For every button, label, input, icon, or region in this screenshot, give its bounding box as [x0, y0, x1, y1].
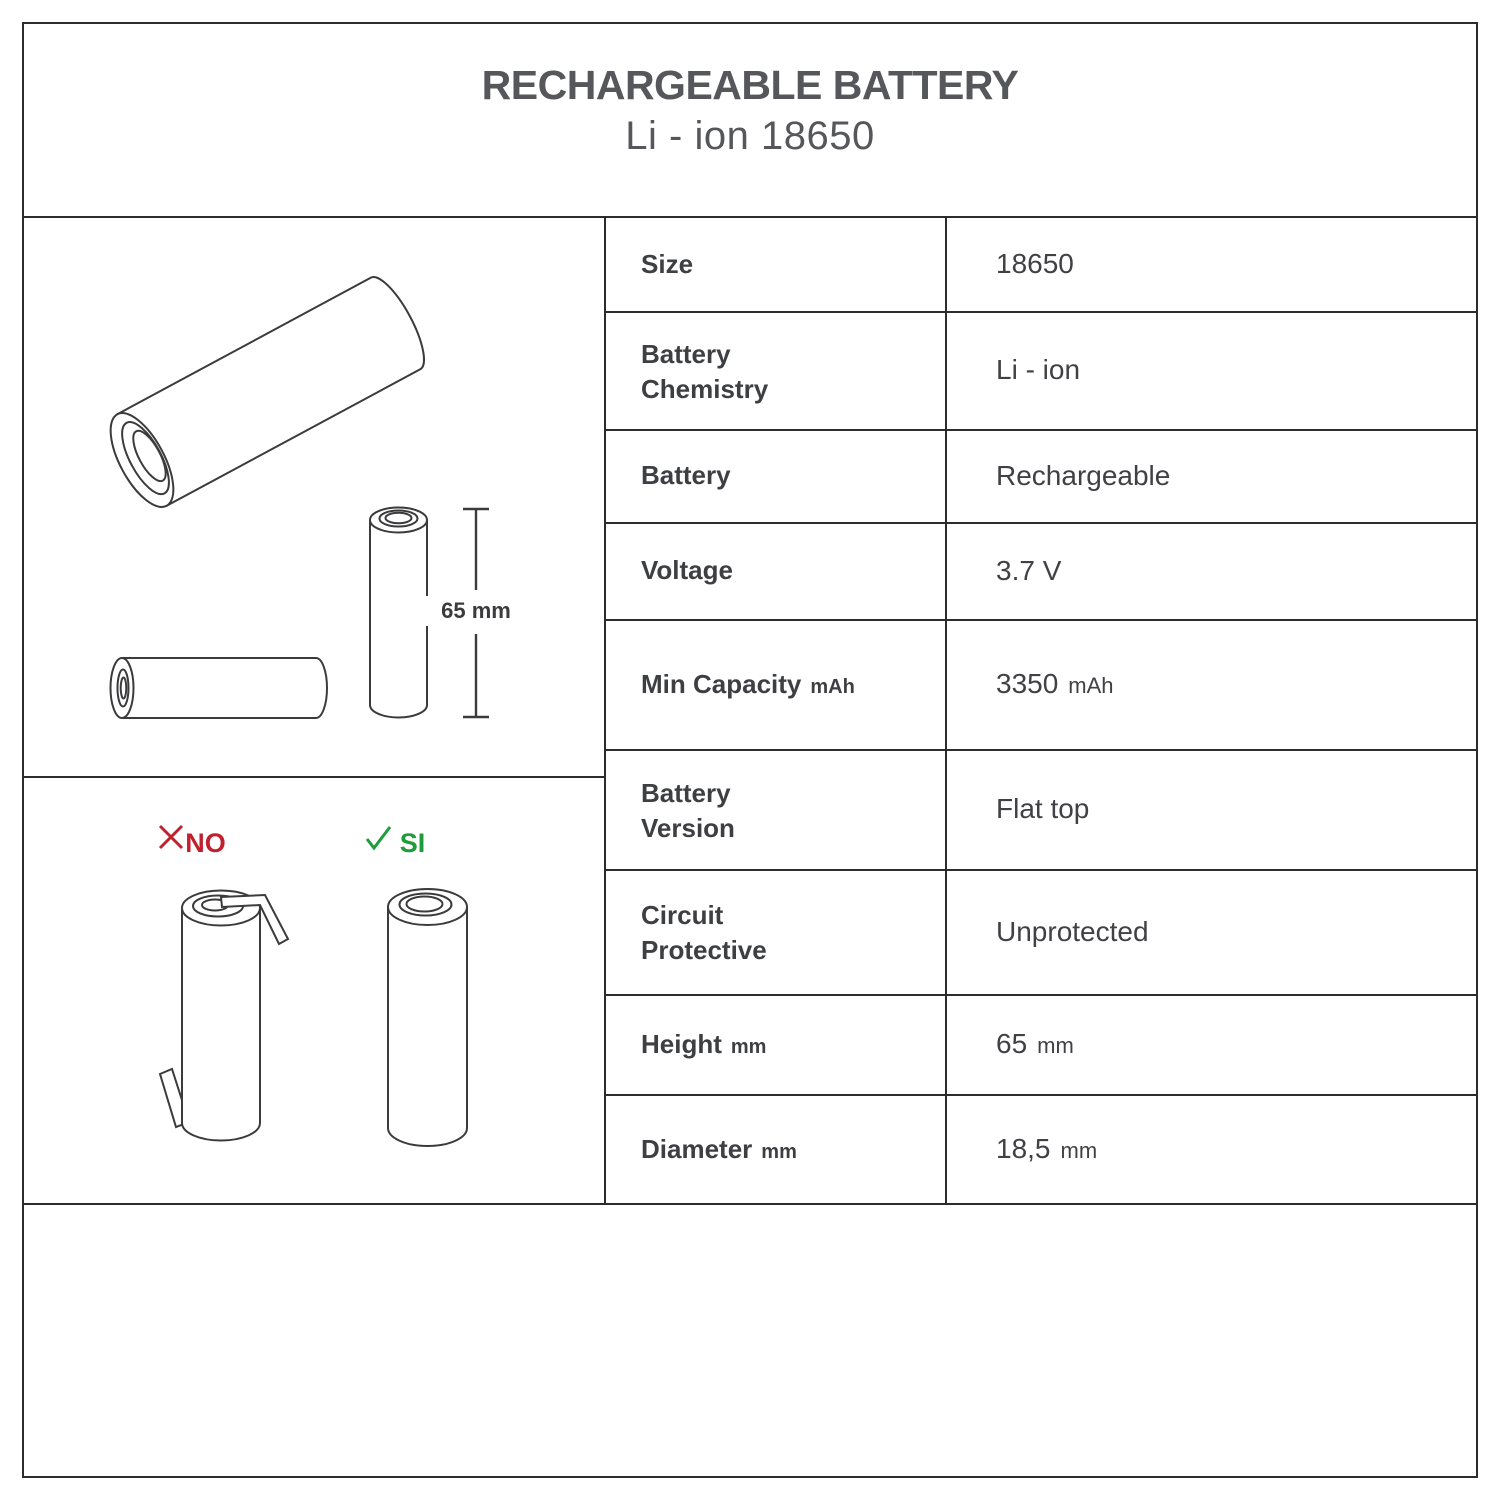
spec-value — [946, 750, 1478, 870]
table-row — [605, 218, 1478, 312]
value-text: Li - ion — [996, 354, 1081, 385]
spec-value — [946, 620, 1478, 750]
value-text: 18,5 — [996, 1133, 1051, 1164]
spec-value — [946, 312, 1478, 430]
label-text: Min Capacity — [641, 668, 802, 699]
label-text: Size — [641, 248, 694, 279]
battery-diagonal-illustration — [98, 270, 434, 516]
spec-label — [605, 1095, 946, 1205]
value-text: 18650 — [996, 248, 1074, 279]
table-row — [605, 1095, 1478, 1205]
table-row — [605, 523, 1478, 620]
value-unit: mm — [1060, 1138, 1098, 1163]
header — [22, 60, 1478, 162]
label-line2: Version — [641, 812, 735, 843]
table-row — [605, 430, 1478, 523]
label-line2: Protective — [641, 935, 767, 965]
value-text: Unprotected — [996, 915, 1149, 947]
label-text: Battery — [641, 460, 731, 490]
table-row — [605, 995, 1478, 1095]
comparison-panel — [22, 778, 605, 1203]
value-text: Flat top — [996, 793, 1090, 824]
illustration-panel — [22, 218, 605, 777]
value-text: Rechargeable — [996, 459, 1171, 491]
spec-label — [605, 870, 946, 995]
label-unit: mm — [730, 1035, 767, 1058]
spec-value — [946, 218, 1478, 312]
dimension-label: 65 mm — [416, 596, 536, 626]
label-text: Battery — [641, 338, 731, 369]
x-icon — [237, 828, 267, 858]
spec-value — [946, 995, 1478, 1095]
value-text: 3.7 V — [996, 554, 1062, 586]
check-icon — [436, 828, 466, 858]
page-title: RECHARGEABLE BATTERY — [481, 62, 1019, 108]
battery-drawings-svg — [22, 218, 605, 777]
si-label: SI — [399, 828, 426, 858]
right-option-label — [363, 822, 503, 864]
table-row — [605, 750, 1478, 870]
label-text: Height — [641, 1028, 722, 1059]
comparison-drawings-svg — [22, 778, 605, 1203]
spec-label — [605, 312, 946, 430]
label-text: Battery — [641, 777, 731, 808]
label-unit: mAh — [810, 675, 855, 698]
spec-table — [605, 218, 1478, 1205]
spec-label — [605, 620, 946, 750]
battery-horizontal-illustration — [111, 658, 328, 718]
label-line2: Chemistry — [641, 373, 769, 404]
label-text: Circuit — [641, 900, 724, 930]
battery-with-tabs-illustration — [160, 891, 288, 1141]
spec-label — [605, 218, 946, 312]
table-row — [605, 870, 1478, 995]
page-subtitle: Li - ion 18650 — [625, 114, 875, 158]
value-text: 3350 — [996, 668, 1059, 699]
spec-label — [605, 750, 946, 870]
label-unit: mm — [761, 1140, 797, 1163]
spec-value — [946, 1095, 1478, 1205]
value-text: 65 — [996, 1028, 1028, 1059]
battery-flat-top-illustration — [388, 889, 467, 1146]
label-text: Voltage — [641, 555, 733, 585]
value-unit: mm — [1037, 1033, 1074, 1058]
table-row — [605, 620, 1478, 750]
value-unit: mAh — [1068, 673, 1114, 698]
spec-value — [946, 870, 1478, 995]
spec-value — [946, 430, 1478, 523]
no-label: NO — [185, 828, 226, 858]
spec-label — [605, 995, 946, 1095]
wrong-option-label — [156, 822, 296, 864]
table-row — [605, 312, 1478, 430]
label-text: Diameter — [641, 1133, 753, 1164]
spec-label — [605, 430, 946, 523]
spec-value — [946, 523, 1478, 620]
spec-label — [605, 523, 946, 620]
